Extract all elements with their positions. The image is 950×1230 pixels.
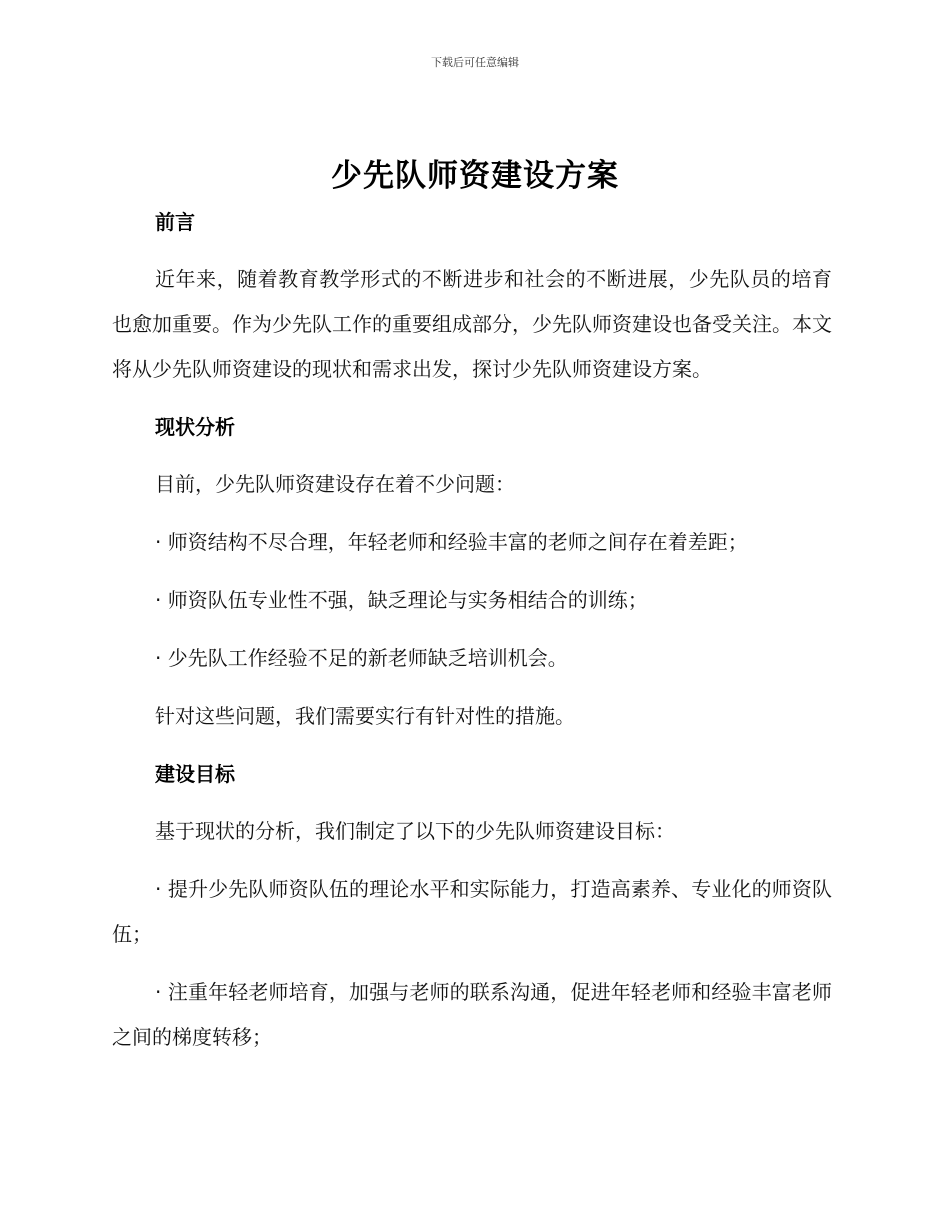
status-conclusion: 针对这些问题，我们需要实行有针对性的措施。 xyxy=(155,704,575,728)
goals-item: · 提升少先队师资队伍的理论水平和实际能力，打造高素养、专业化的师资队伍； xyxy=(112,877,832,946)
header-note: 下载后可任意编辑 xyxy=(431,56,519,69)
document-body xyxy=(112,200,832,1073)
status-item: · 少先队工作经验不足的新老师缺乏培训机会。 xyxy=(155,646,568,670)
status-intro: 目前，少先队师资建设存在着不少问题： xyxy=(155,472,515,496)
section-heading-status: 现状分析 xyxy=(155,415,235,439)
document-title: 少先队师资建设方案 xyxy=(331,158,619,194)
section-heading-goals: 建设目标 xyxy=(155,762,235,786)
section-heading-preface: 前言 xyxy=(155,210,195,234)
goals-intro: 基于现状的分析，我们制定了以下的少先队师资建设目标： xyxy=(155,819,675,843)
preface-paragraph: 近年来，随着教育教学形式的不断进步和社会的不断进展，少先队员的培育也愈加重要。作为少先队工作的重要组成部分，少先队师资建设也备受关注。本文将从少先队师资建设的现状和需求出发，探讨少先队师资建设方案。 xyxy=(112,267,832,381)
goals-item: · 注重年轻老师培育，加强与老师的联系沟通，促进年轻老师和经验丰富老师之间的梯度转移； xyxy=(112,980,832,1049)
status-item: · 师资结构不尽合理，年轻老师和经验丰富的老师之间存在着差距； xyxy=(155,530,748,554)
status-item: · 师资队伍专业性不强，缺乏理论与实务相结合的训练； xyxy=(155,588,648,612)
